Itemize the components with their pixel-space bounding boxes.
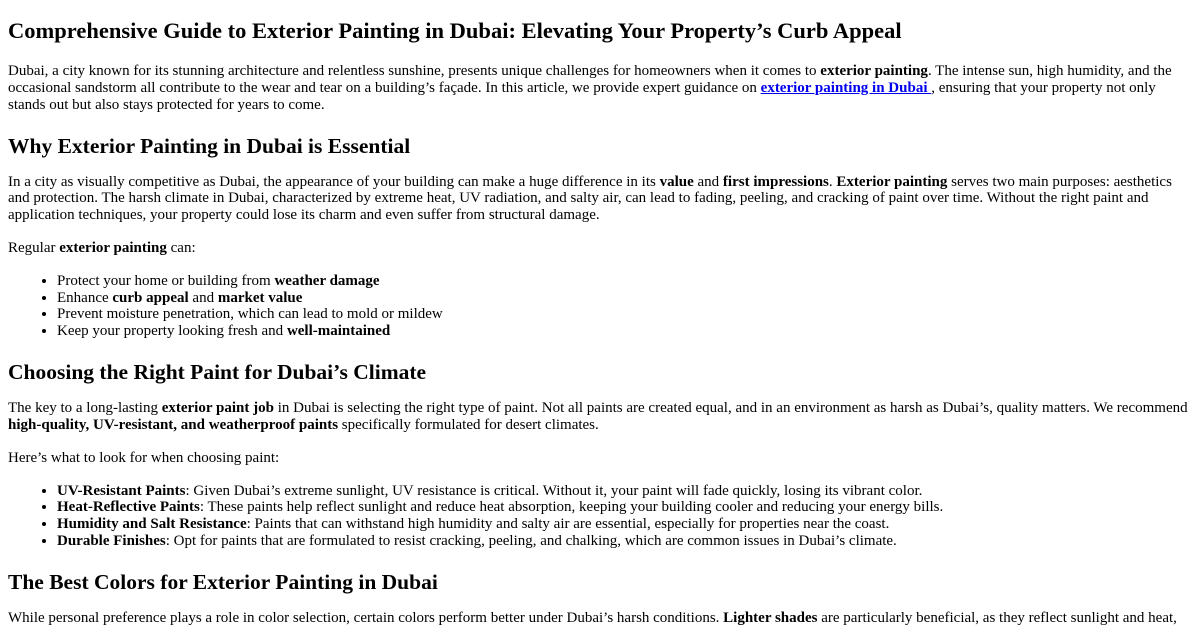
section-heading-best-colors: The Best Colors for Exterior Painting in Dubai — [8, 569, 438, 594]
bold-text: value — [659, 173, 694, 190]
section-heading-why-essential: Why Exterior Painting in Dubai is Essential — [8, 133, 411, 158]
bold-text: market value — [217, 289, 303, 306]
bold-text: exterior painting — [59, 240, 167, 257]
bold-text: Durable Finishes — [57, 532, 166, 549]
bold-text: first impressions — [722, 173, 829, 190]
list-item: • Keep your property looking fresh and well-maintained — [57, 323, 1192, 340]
bold-text: Lighter shades — [723, 609, 818, 626]
paragraph: Here’s what to look for when choosing paint: — [8, 449, 280, 466]
paragraph: While personal preference plays a role in color selection, certain colors perform better under Dubai’s harsh conditions. Lighter shades are particularly beneficial, as they reflect sunlight and heat, — [8, 609, 1177, 626]
bold-text: exterior painting — [820, 63, 928, 80]
list-item: • UV-Resistant Paints: Given Dubai’s extreme sunlight, UV resistance is critical. Without it, your paint will fade quickly, losing its vibrant color. — [57, 483, 1192, 500]
bold-text: high-quality, UV-resistant, and weatherproof paints — [8, 416, 339, 433]
paragraph: Regular exterior painting can: — [8, 240, 196, 257]
bold-text: Exterior painting — [836, 173, 948, 190]
list-item: • Enhance curb appeal and market value — [57, 290, 1192, 307]
exterior-painting-link[interactable]: exterior painting in Dubai — [760, 79, 932, 96]
paragraph: The key to a long-lasting exterior paint job in Dubai is selecting the right type of paint. Not all paints are created equal, and in an environment as harsh as Dubai’s, quality matters. We recommend high-quality, UV-resistant, and weatherproof paints specifically formulated for desert climates. — [8, 400, 1188, 433]
paragraph: In a city as visually competitive as Dubai, the appearance of your building can make a huge difference in its value and first impressions. Exterior painting serves two main purposes: aesthetics and protection. The harsh climate in Dubai, characterized by extreme heat, UV radiation, and salty air, can lead to fading, peeling, and cracking of paint over time. Without the right paint and application techniques, your property could lose its charm and even suffer from structural damage. — [8, 173, 1172, 224]
benefits-list — [8, 273, 1192, 340]
list-item: • Prevent moisture penetration, which can lead to mold or mildew — [57, 306, 1192, 323]
list-item: • Durable Finishes: Opt for paints that are formulated to resist cracking, peeling, and chalking, which are common issues in Dubai’s climate. — [57, 533, 1192, 550]
list-item: • Heat-Reflective Paints: These paints help reflect sunlight and reduce heat absorption, keeping your building cooler and reducing your energy bills. — [57, 499, 1192, 516]
intro-paragraph: Dubai, a city known for its stunning architecture and relentless sunshine, presents unique challenges for homeowners when it comes to exterior painting. The intense sun, high humidity, and the occasional sandstorm all contribute to the wear and tear on a building’s façade. In this article, we provide expert guidance on exterior painting in Dubai , ensuring that your property not only stands out but also stays protected for years to come. — [8, 63, 1172, 113]
bold-text: weather damage — [274, 272, 380, 289]
list-item: • Humidity and Salt Resistance: Paints that can withstand high humidity and salty air are essential, especially for properties near the coast. — [57, 516, 1192, 533]
bold-text: UV-Resistant Paints — [57, 482, 186, 499]
paint-features-list — [8, 483, 1192, 550]
section-heading-choosing-paint: Choosing the Right Paint for Dubai’s Climate — [8, 360, 427, 385]
bold-text: Heat-Reflective Paints — [57, 499, 200, 516]
bold-text: well-maintained — [286, 323, 391, 340]
list-item: • Protect your home or building from weather damage — [57, 273, 1192, 290]
article-title: Comprehensive Guide to Exterior Painting in Dubai: Elevating Your Property’s Curb Appeal — [8, 18, 902, 43]
bold-text: curb appeal — [112, 289, 189, 306]
bold-text: Humidity and Salt Resistance — [57, 516, 247, 533]
bold-text: exterior paint job — [161, 400, 274, 417]
